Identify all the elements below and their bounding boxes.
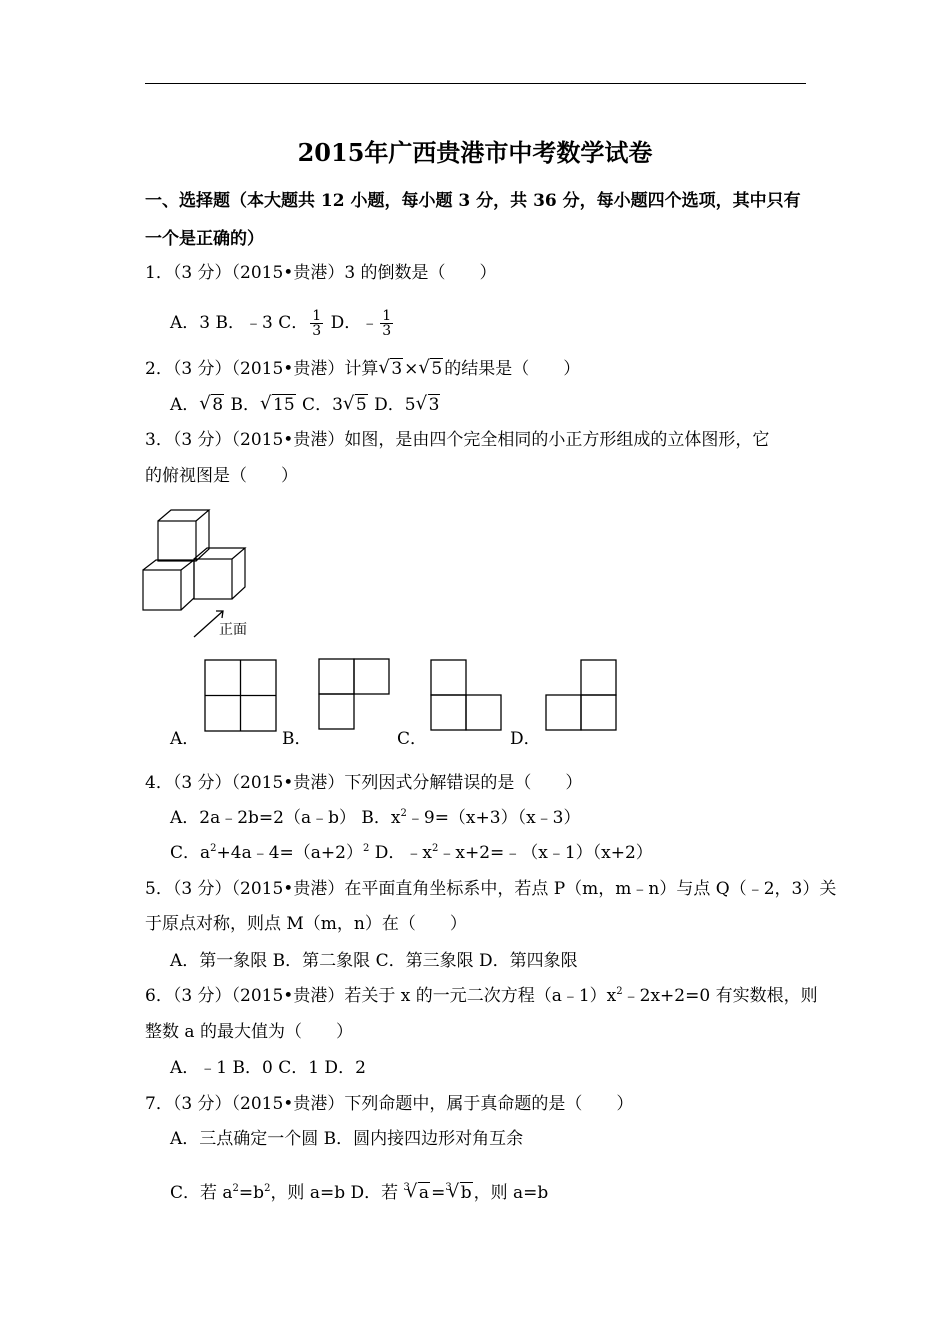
q6-stem: 6．（3 分）（2015•贵港）若关于 x 的一元二次方程$(a﹣1)x^2﹣2x+2=0$ 有实数根，则 xyxy=(145,986,818,1006)
q3-option-d-figure xyxy=(545,659,619,733)
q3-option-c-figure xyxy=(430,659,504,733)
sqrt-symbol: √ 15 xyxy=(260,394,296,416)
q3-stem: 3．（3 分）（2015•贵港）如图，是由四个完全相同的小正方形组成的立体图形，它 xyxy=(145,430,770,450)
q3-option-b-figure xyxy=(318,658,392,732)
cube-root-symbol: √ b xyxy=(448,1182,473,1204)
q7-stem: 7．（3 分）（2015•贵港）下列命题中，属于真命题的是（ ） xyxy=(145,1094,634,1114)
q1-stem: 1．（3 分）（2015•贵港）3 的倒数是（ ） xyxy=(145,263,497,283)
sqrt-symbol: √ 3 xyxy=(378,358,403,380)
q3-option-d-label: D． xyxy=(510,729,541,749)
q1-options: A．3 B．﹣3 C． $\frac{1}{3}$ D．﹣ $\frac{1}{3}$ xyxy=(170,308,392,339)
sqrt-symbol: √ 5 xyxy=(343,394,368,416)
q5-options: A．第一象限 B．第二象限 C．第三象限 D．第四象限 xyxy=(170,951,578,971)
q3-stem-cont: 的俯视图是（ ） xyxy=(145,466,298,486)
header-rule xyxy=(145,83,806,84)
q2-options: A．√ 8 B．√ 15 C．3√ 5 D．5√ 3 xyxy=(170,394,441,416)
q4-options-cd: C．$a^2+4a﹣4=(a+2)^2$ D．$﹣x^2﹣x+2=﹣(x﹣1)(x+2)$ xyxy=(170,843,653,863)
page-title: 2015年广西贵港市中考数学试卷 xyxy=(297,138,653,167)
q5-stem-cont: 于原点对称，则点 M（m，n）在（ ） xyxy=(145,914,467,934)
section-heading: 一、选择题（本大题共 12 小题，每小题 3 分，共 36 分，每小题四个选项，其中只有 xyxy=(145,191,801,211)
cube-root-symbol: √ a xyxy=(406,1182,430,1204)
q4-options-ab: A．2a﹣2b=2（a﹣b） B．$x^2﹣9=(x+3)(x﹣3)$ xyxy=(170,808,581,828)
sqrt-symbol: √ 5 xyxy=(418,358,443,380)
q6-stem-cont: 整数 a 的最大值为（ ） xyxy=(145,1022,353,1042)
q3-option-a-figure xyxy=(204,659,278,733)
sqrt-symbol: √ 8 xyxy=(199,394,224,416)
q7-options-cd: C．若 $a^2=b^2$，则 a=b D．若 $^3$√ a =$^3$√ b ，则 a=b xyxy=(170,1177,548,1204)
section-heading-cont: 一个是正确的） xyxy=(145,229,264,249)
sqrt-symbol: √ 3 xyxy=(416,394,441,416)
q6-options: A．﹣1 B．0 C．1 D．2 xyxy=(170,1058,366,1078)
q3-option-c-label: C． xyxy=(397,729,428,749)
q5-stem: 5．（3 分）（2015•贵港）在平面直角坐标系中，若点 P（m，m﹣n）与点 Q（﹣2，3）关 xyxy=(145,879,837,899)
fraction-one-third-neg: $\frac{1}{3}$ xyxy=(382,308,392,339)
q2-stem: 2．（3 分）（2015•贵港）计算√ 3 ×√ 5 的结果是（ ） xyxy=(145,358,580,380)
front-label: 正面 xyxy=(219,621,247,637)
q3-option-a-label: A． xyxy=(170,729,200,749)
cube-figure xyxy=(140,505,260,645)
q7-options-ab: A．三点确定一个圆 B．圆内接四边形对角互余 xyxy=(170,1129,524,1149)
fraction-one-third: $\frac{1}{3}$ xyxy=(312,308,322,339)
q3-option-b-label: B． xyxy=(282,729,312,749)
q4-stem: 4．（3 分）（2015•贵港）下列因式分解错误的是（ ） xyxy=(145,773,583,793)
